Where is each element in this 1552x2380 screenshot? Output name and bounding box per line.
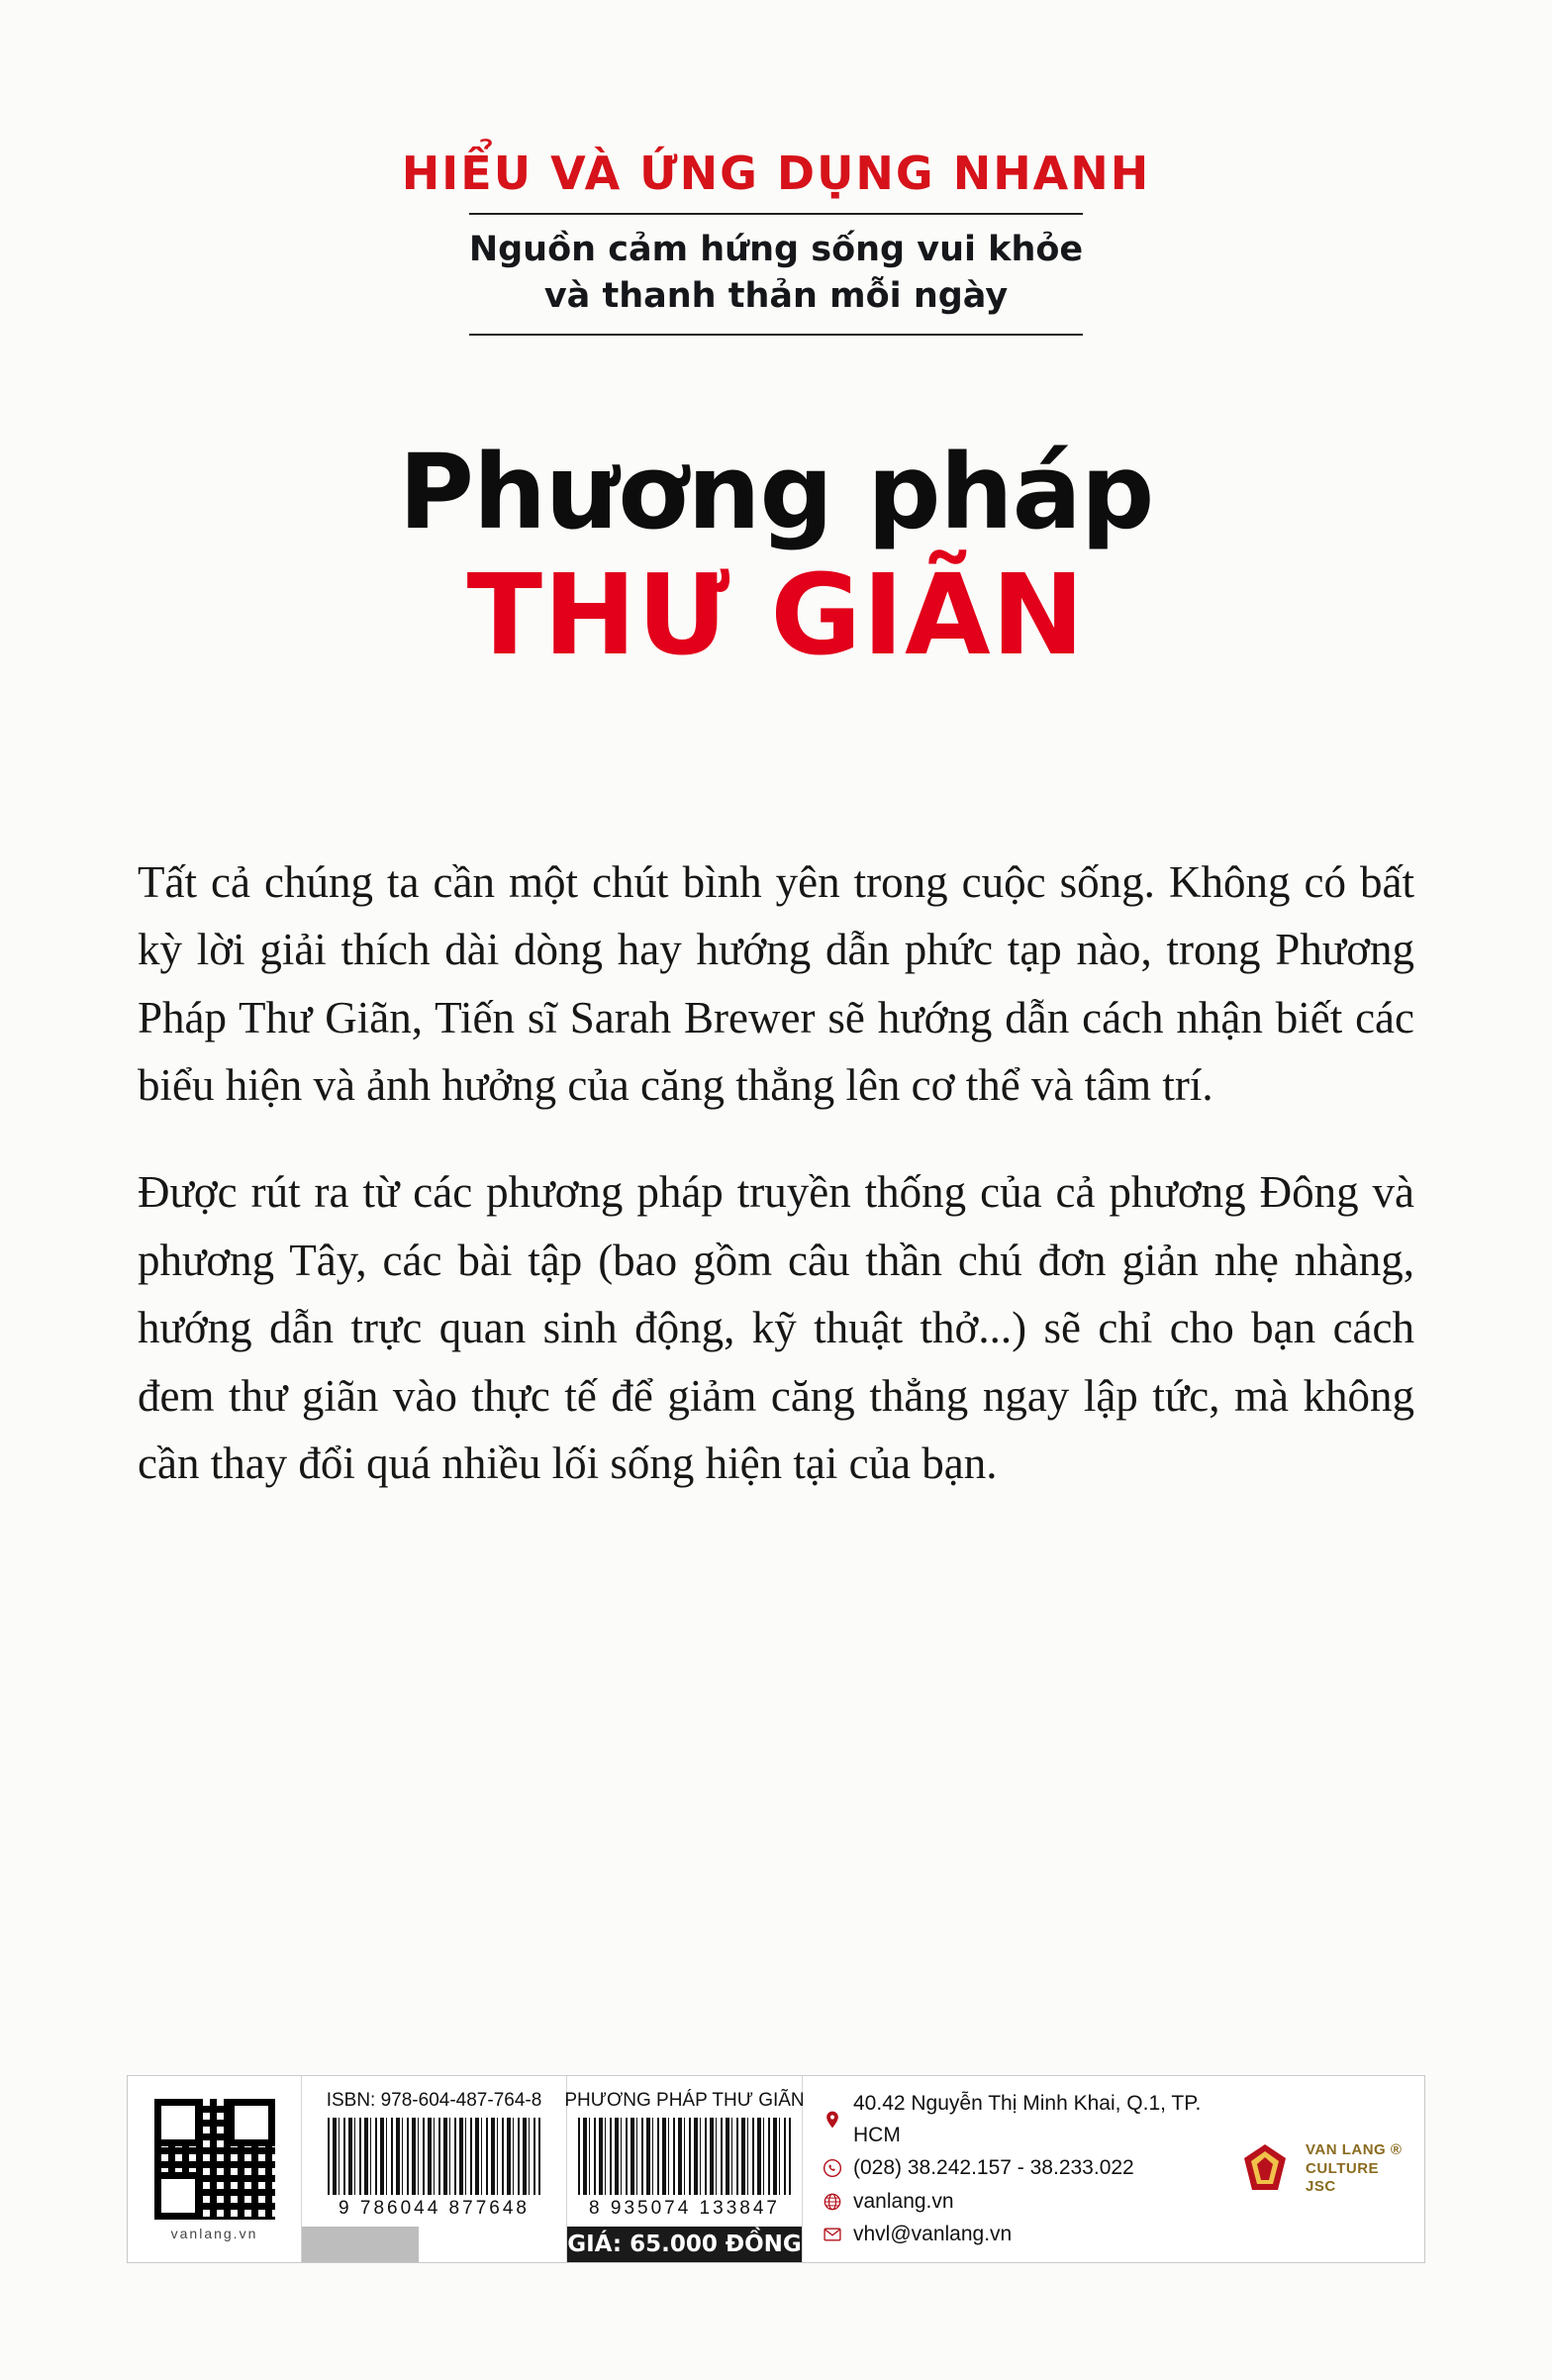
contact-address-text: 40.42 Nguyễn Thị Minh Khai, Q.1, TP. HCM — [853, 2092, 1202, 2146]
contact-phone — [821, 2152, 1234, 2184]
blurb-paragraph-2: Được rút ra từ các phương pháp truyền thống của cả phương Đông và phương Tây, các bài tập (bao gồm câu thần chú đơn giản nhẹ nhàng, hướng dẫn trực quan sinh động, kỹ thuật thở...) sẽ chỉ cho bạn cách đem thư giãn vào thực tế để giảm căng thẳng ngay lập tức, mà không cần thay đổi quá nhiều lối sống hiện tại của bạn. — [138, 1167, 1414, 1488]
van-lang-logo-icon — [1234, 2138, 1296, 2200]
contact-website-text: vanlang.vn — [853, 2189, 954, 2213]
price-badge: GIÁ: 65.000 ĐỒNG — [567, 2227, 802, 2262]
qr-code-icon — [154, 2099, 275, 2220]
publisher-logo — [1234, 2138, 1410, 2200]
publisher-name — [1306, 2141, 1410, 2197]
publisher-cell — [803, 2076, 1424, 2262]
cover-kicker: HIỂU VÀ ỨNG DỤNG NHANH — [401, 147, 1151, 200]
qr-cell — [128, 2076, 302, 2262]
contact-website — [821, 2186, 1234, 2218]
cover-subtitle-line2: và thanh thản mỗi ngày — [543, 275, 1009, 316]
book-title-accent: THƯ GIÃN — [466, 551, 1086, 681]
isbn-gray-strip — [302, 2227, 419, 2262]
contact-list — [821, 2086, 1234, 2252]
publisher-name-line2: CULTURE JSC — [1306, 2159, 1380, 2196]
divider-bottom — [469, 334, 1083, 336]
ean-barcode-icon — [578, 2118, 791, 2195]
divider-top — [469, 213, 1083, 215]
cover-subtitle — [0, 227, 1552, 321]
blurb-paragraph-1: Tất cả chúng ta cần một chút bình yên trong cuộc sống. Không có bất kỳ lời giải thích dài dòng hay hướng dẫn phức tạp nào, trong Phương Pháp Thư Giãn, Tiến sĩ Sarah Brewer sẽ hướng dẫn cách nhận biết các biểu hiện và ảnh hưởng của căng thẳng lên cơ thể và tâm trí. — [138, 856, 1414, 1110]
isbn-cell — [302, 2076, 567, 2262]
ean-digits: 8 935074 133847 — [589, 2198, 780, 2219]
colophon-strip — [127, 2075, 1425, 2263]
phone-icon — [821, 2156, 844, 2180]
publisher-name-line1: VAN LANG ® — [1306, 2140, 1403, 2158]
qr-label: vanlang.vn — [170, 2226, 258, 2241]
location-pin-icon — [821, 2108, 844, 2132]
isbn-barcode-icon — [328, 2118, 540, 2195]
cover-subtitle-line1: Nguồn cảm hứng sống vui khỏe — [468, 229, 1084, 269]
book-title-primary: Phương pháp — [398, 432, 1154, 553]
contact-phone-text: (028) 38.242.157 - 38.233.022 — [853, 2156, 1134, 2180]
book-title-block — [0, 432, 1552, 681]
ean-cell — [564, 2076, 805, 2262]
mail-icon — [821, 2223, 844, 2246]
globe-icon — [821, 2190, 844, 2214]
qr-corner-marker — [154, 2172, 202, 2220]
book-blurb — [138, 848, 1414, 1498]
isbn-label: ISBN: 978-604-487-764-8 — [326, 2090, 542, 2111]
isbn-digits: 9 786044 877648 — [339, 2198, 530, 2219]
contact-email — [821, 2219, 1234, 2250]
contact-address — [821, 2088, 1234, 2150]
book-title-small: PHƯƠNG PHÁP THƯ GIÃN — [564, 2090, 805, 2111]
contact-email-text: vhvl@vanlang.vn — [853, 2223, 1013, 2246]
cover-header — [0, 149, 1552, 336]
